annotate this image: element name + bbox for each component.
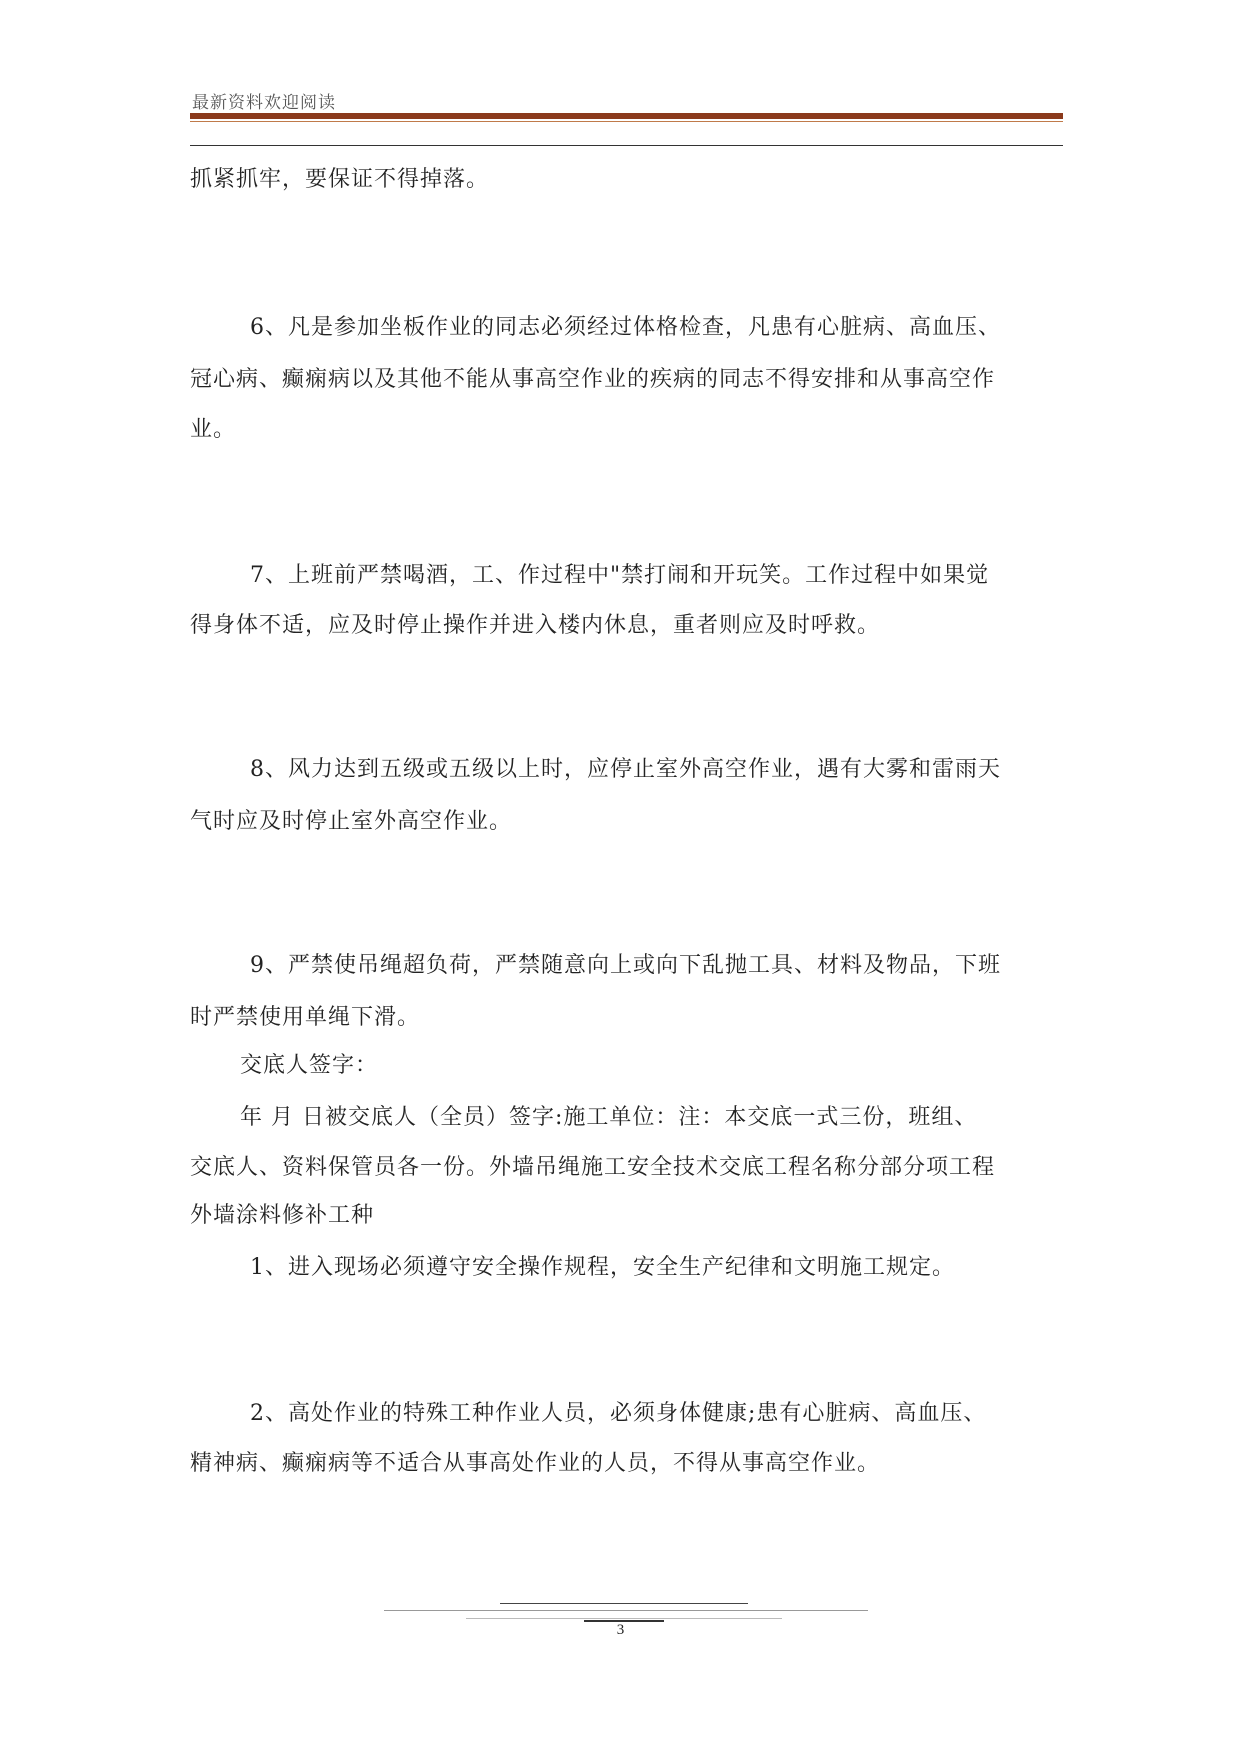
header-rule-bottom (190, 145, 1063, 146)
text-line: 业。 (190, 417, 237, 442)
text-line: 交底人、资料保管员各一份。外墙吊绳施工安全技术交底工程名称分部分项工程 (190, 1155, 996, 1180)
text-line: 7、上班前严禁喝酒，工、作过程中"禁打闹和开玩笑。工作过程中如果觉 (250, 563, 990, 588)
text-line: 交底人签字： (240, 1053, 379, 1078)
footer-rule (500, 1603, 748, 1604)
text-line: 2、高处作业的特殊工种作业人员，必须身体健康;患有心脏病、高血压、 (250, 1401, 987, 1426)
text-line: 抓紧抓牢，要保证不得掉落。 (190, 167, 490, 192)
header-rule-thick (190, 113, 1063, 119)
footer-rule (384, 1610, 868, 1611)
header-rule-thin (190, 121, 1063, 122)
page-number: 3 (616, 1622, 625, 1638)
text-line: 外墙涂料修补工种 (190, 1203, 375, 1228)
header-text: 最新资料欢迎阅读 (192, 93, 336, 113)
text-line: 时严禁使用单绳下滑。 (190, 1005, 421, 1030)
text-line: 气时应及时停止室外高空作业。 (190, 809, 513, 834)
text-line: 精神病、癫痫病等不适合从事高处作业的人员，不得从事高空作业。 (190, 1451, 881, 1476)
text-line: 6、凡是参加坐板作业的同志必须经过体格检查，凡患有心脏病、高血压、 (250, 315, 1001, 340)
text-line: 冠心病、癫痫病以及其他不能从事高空作业的疾病的同志不得安排和从事高空作 (190, 367, 996, 392)
text-line: 1、进入现场必须遵守安全操作规程，安全生产纪律和文明施工规定。 (250, 1255, 955, 1280)
text-line: 年 月 日被交底人（全员）签字:施工单位：注：本交底一式三份，班组、 (240, 1105, 978, 1130)
text-line: 8、风力达到五级或五级以上时，应停止室外高空作业，遇有大雾和雷雨天 (250, 757, 1001, 782)
text-line: 9、严禁使吊绳超负荷，严禁随意向上或向下乱抛工具、材料及物品，下班 (250, 953, 1001, 978)
footer-rule (466, 1618, 782, 1619)
text-line: 得身体不适，应及时停止操作并进入楼内休息，重者则应及时呼救。 (190, 613, 881, 638)
